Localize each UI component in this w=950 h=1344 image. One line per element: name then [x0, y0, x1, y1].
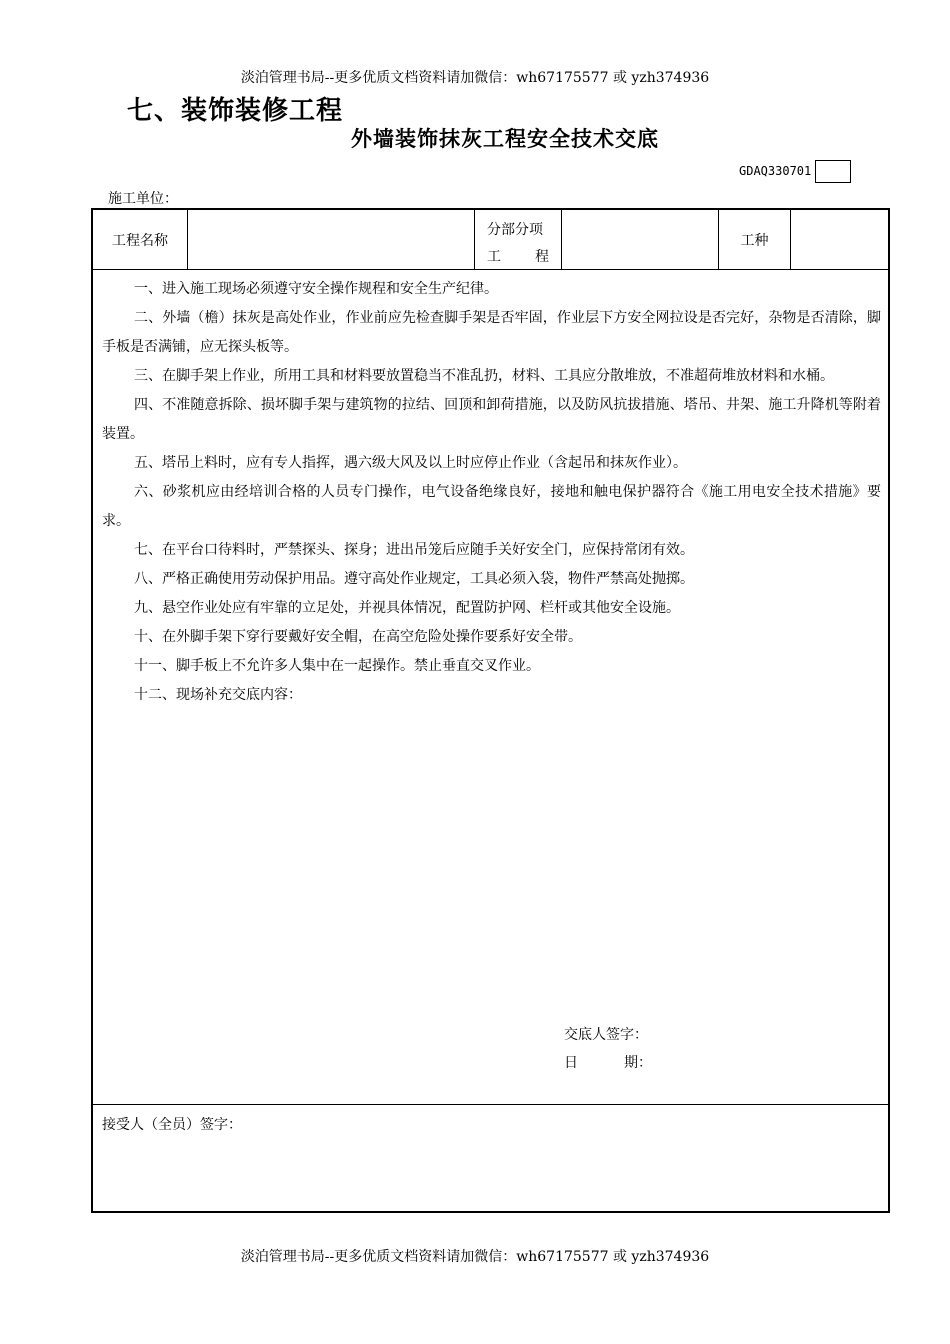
trade-label-cell: [719, 210, 791, 269]
form-header-row: [93, 210, 888, 270]
safety-item: 三、在脚手架上作业，所用工具和材料要放置稳当不准乱扔，材料、工具应分散堆放，不准超荷堆放材料和水桶。: [134, 368, 834, 384]
safety-item: 七、在平台口待料时，严禁探头、探身；进出吊笼后应随手关好安全门，应保持常闭有效。: [134, 542, 694, 558]
project-name-value-cell[interactable]: [188, 210, 475, 269]
disclosure-content: [93, 270, 888, 1105]
safety-item: 十二、现场补充交底内容：: [134, 687, 302, 703]
form-code: GDAQ330701: [739, 164, 812, 178]
safety-item: 八、严格正确使用劳动保护用品。遵守高处作业规定，工具必须入袋，物件严禁高处抛掷。: [134, 571, 694, 587]
document-title: 外墙装饰抹灰工程安全技术交底: [351, 127, 659, 151]
project-name-label-cell: [93, 210, 188, 269]
header-note: 淡泊管理书局--更多优质文档资料请加微信：wh67175577 或 yzh374936: [240, 70, 710, 86]
project-name-label: 工程名称: [112, 232, 168, 249]
form-code-area: [739, 160, 851, 182]
sub-project-label-cell: [475, 210, 562, 269]
safety-item: 十一、脚手板上不允许多人集中在一起操作。禁止垂直交叉作业。: [134, 658, 540, 674]
sub-project-label-char-b: 程: [535, 249, 549, 265]
trade-value-cell[interactable]: [791, 210, 888, 269]
construction-unit-label: 施工单位：: [108, 191, 178, 207]
sub-project-value-cell[interactable]: [562, 210, 719, 269]
safety-item: 五、塔吊上料时，应有专人指挥，遇六级大风及以上时应停止作业（含起吊和抹灰作业）。: [134, 455, 687, 471]
date-label: [564, 1052, 652, 1072]
sub-project-label-line1: 分部分项: [487, 222, 543, 238]
footer-note: 淡泊管理书局--更多优质文档资料请加微信：wh67175577 或 yzh374936: [240, 1249, 710, 1265]
section-title: 七、装饰装修工程: [127, 96, 344, 126]
discloser-signature-label: 交底人签字：: [564, 1027, 648, 1043]
date-label-char: 日: [564, 1055, 578, 1071]
safety-item: 二、外墙（檐）抹灰是高处作业，作业前应先检查脚手架是否牢固，作业层下方安全网拉设是否完好，杂物是否清除，脚手板是否满铺，应无探头板等。: [102, 310, 881, 355]
sub-project-label-line2: [487, 246, 549, 266]
date-label-suffix: 期：: [624, 1055, 652, 1071]
safety-item: 十、在外脚手架下穿行要戴好安全帽，在高空危险处操作要系好安全带。: [134, 629, 582, 645]
safety-items-list: [102, 275, 881, 710]
sub-project-label-char-a: 工: [487, 249, 501, 265]
safety-item: 六、砂浆机应由经培训合格的人员专门操作，电气设备绝缘良好，接地和触电保护器符合《施工用电安全技术措施》要求。: [102, 484, 881, 529]
receiver-signature-label: 接受人（全员）签字：: [102, 1117, 242, 1133]
trade-label: 工种: [740, 232, 769, 249]
safety-item: 九、悬空作业处应有牢靠的立足处，并视具体情况，配置防护网、栏杆或其他安全设施。: [134, 600, 680, 616]
disclosure-form: [91, 208, 890, 1213]
safety-item: 四、不准随意拆除、损坏脚手架与建筑物的拉结、回顶和卸荷措施，以及防风抗拔措施、塔吊、井架、施工升降机等附着装置。: [102, 397, 881, 442]
safety-item: 一、进入施工现场必须遵守安全操作规程和安全生产纪律。: [134, 281, 498, 297]
form-code-box: [815, 160, 851, 183]
